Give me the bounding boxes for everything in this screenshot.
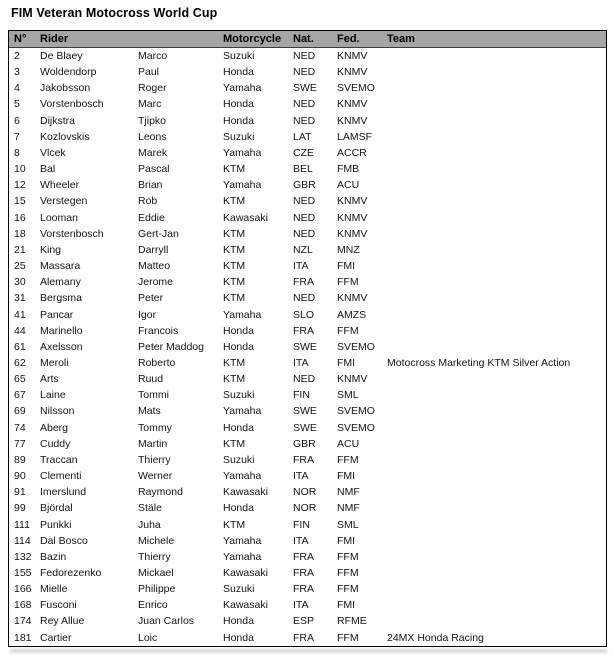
table-row [9,274,606,290]
cell-nat: FIN [293,518,310,531]
cell-first-name: Pascal [138,163,170,176]
table-row [9,355,606,371]
cell-last-name: Bergsma [40,292,83,305]
cell-number: 8 [14,146,20,159]
cell-fed: FFM [337,583,359,596]
table-row [9,387,606,403]
cell-number: 25 [14,260,26,273]
cell-motorcycle: Honda [223,66,254,79]
cell-nat: NOR [293,486,317,499]
cell-nat: ITA [293,260,309,273]
cell-fed: AMZS [337,308,367,321]
cell-number: 89 [14,453,26,466]
cell-fed: KNMV [337,227,368,240]
cell-nat: LAT [293,130,312,143]
table-row [9,517,606,533]
table-row [9,161,606,177]
cell-number: 168 [14,599,32,612]
cell-fed: LAMSF [337,130,373,143]
cell-motorcycle: KTM [223,195,246,208]
cell-number: 44 [14,324,26,337]
cell-number: 10 [14,163,26,176]
cell-last-name: Cartier [40,631,72,644]
cell-number: 15 [14,195,26,208]
cell-first-name: Paul [138,66,160,79]
cell-first-name: Darryll [138,243,169,256]
cell-first-name: Tommi [138,389,169,402]
entry-list-table [8,30,607,647]
cell-last-name: Woldendorp [40,66,97,79]
table-row [9,581,606,597]
cell-fed: FMI [337,599,356,612]
table-row [9,533,606,549]
cell-fed: KNMV [337,66,368,79]
cell-last-name: Vorstenbosch [40,98,104,111]
cell-first-name: Marco [138,50,168,62]
cell-motorcycle: Kawasaki [223,486,268,499]
cell-number: 2 [14,50,20,62]
cell-motorcycle: Yamaha [223,308,262,321]
cell-nat: ITA [293,470,309,483]
cell-number: 174 [14,615,32,628]
cell-nat: ITA [293,534,309,547]
cell-number: 30 [14,276,26,289]
cell-nat: SWE [293,82,317,95]
cell-first-name: Mats [138,405,161,418]
cell-fed: KNMV [337,114,368,127]
cell-nat: FRA [293,567,314,579]
cell-first-name: Marek [138,146,168,159]
cell-first-name: Ruud [138,373,164,386]
cell-first-name: Stäle [138,502,162,515]
cell-nat: NOR [293,502,317,515]
cell-nat: NED [293,98,316,111]
cell-first-name: Mickael [138,567,174,579]
cell-motorcycle: Honda [223,502,254,515]
cell-last-name: Dal Bosco [40,534,88,547]
cell-last-name: De Blaey [40,50,83,62]
cell-last-name: Fedorezenko [40,567,102,579]
col-header-fed: Fed. [337,33,360,45]
cell-number: 181 [14,631,32,644]
cell-number: 77 [14,437,26,450]
cell-fed: FMI [337,260,356,273]
cell-first-name: Juan Carlos [138,615,195,628]
cell-fed: SML [337,518,359,531]
cell-last-name: Kozlovskis [40,130,90,143]
cell-motorcycle: Suzuki [223,50,255,62]
cell-nat: NED [293,66,316,79]
cell-first-name: Eddie [138,211,165,224]
table-row [9,145,606,161]
cell-first-name: Francois [138,324,179,337]
cell-last-name: Looman [40,211,78,224]
cell-motorcycle: Yamaha [223,405,262,418]
cell-last-name: Cuddy [40,437,71,450]
cell-number: 61 [14,340,26,353]
cell-motorcycle: Yamaha [223,534,262,547]
cell-last-name: Fusconi [40,599,77,612]
cell-fed: KNMV [337,195,368,208]
cell-last-name: Marinello [40,324,83,337]
col-header-team: Team [387,33,415,45]
cell-nat: NED [293,373,316,386]
cell-number: 5 [14,98,20,111]
table-row [9,129,606,145]
table-row [9,242,606,258]
cell-fed: FMI [337,470,356,483]
table-row [9,484,606,500]
cell-number: 7 [14,130,20,143]
cell-nat: GBR [293,437,316,450]
cell-first-name: Marc [138,98,162,111]
table-row [9,210,606,226]
cell-fed: KNMV [337,50,368,62]
cell-fed: FMB [337,163,360,176]
cell-fed: SVEMO [337,82,375,95]
cell-last-name: Axelsson [40,340,83,353]
cell-nat: CZE [293,146,314,159]
cell-first-name: Tjipko [138,114,167,127]
cell-number: 6 [14,114,20,127]
cell-first-name: Leons [138,130,167,143]
cell-fed: FFM [337,550,359,563]
table-row [9,307,606,323]
cell-last-name: Imerslund [40,486,87,499]
cell-fed: NMF [337,502,360,515]
cell-last-name: Björdal [40,502,73,515]
cell-first-name: Roger [138,82,167,95]
cell-fed: FFM [337,567,359,579]
cell-fed: KNMV [337,373,368,386]
cell-motorcycle: Honda [223,631,254,644]
cell-first-name: Raymond [138,486,183,499]
cell-number: 62 [14,356,26,369]
cell-nat: NED [293,211,316,224]
table-row [9,436,606,452]
cell-motorcycle: Honda [223,98,254,111]
cell-nat: SWE [293,340,317,353]
cell-motorcycle: KTM [223,276,246,289]
cell-motorcycle: Suzuki [223,583,255,596]
cell-number: 3 [14,66,20,79]
cell-motorcycle: KTM [223,243,246,256]
cell-last-name: Bal [40,163,56,176]
cell-motorcycle: Honda [223,421,254,434]
col-header-nat: Nat. [293,33,314,45]
cell-number: 114 [14,534,31,547]
cell-number: 90 [14,470,26,483]
cell-number: 74 [14,421,26,434]
cell-last-name: Vorstenbosch [40,227,104,240]
cell-motorcycle: Honda [223,114,254,127]
cell-motorcycle: Suzuki [223,389,255,402]
cell-number: 67 [14,389,26,402]
cell-last-name: Alemany [40,276,81,289]
cell-fed: MNZ [337,243,360,256]
cell-nat: GBR [293,179,316,192]
table-row [9,80,606,96]
table-row [9,64,606,80]
table-row [9,323,606,339]
cell-motorcycle: Honda [223,615,254,628]
cell-number: 18 [14,227,26,240]
cell-motorcycle: Yamaha [223,146,262,159]
cell-last-name: Dijkstra [40,114,76,127]
cell-motorcycle: Honda [223,324,254,337]
cell-last-name: Punkki [40,518,72,531]
cell-last-name: Wheeler [40,179,80,192]
cell-last-name: Verstegen [40,195,88,208]
cell-nat: NED [293,292,316,305]
cell-motorcycle: KTM [223,260,246,273]
cell-fed: ACU [337,179,360,192]
cell-fed: SML [337,389,359,402]
table-row [9,48,606,64]
cell-first-name: Peter [138,292,164,305]
cell-first-name: Peter Maddog [138,340,204,353]
cell-motorcycle: KTM [223,356,246,369]
cell-last-name: Vlcek [40,146,66,159]
table-body [9,48,606,646]
cell-first-name: Matteo [138,260,171,273]
page-title: FIM Veteran Motocross World Cup [11,6,218,20]
cell-last-name: Bazin [40,550,67,563]
table-row [9,420,606,436]
cell-number: 155 [14,567,32,579]
cell-number: 111 [14,518,30,531]
table-row [9,193,606,209]
table-row [9,258,606,274]
cell-fed: FFM [337,276,359,289]
cell-nat: FRA [293,324,314,337]
cell-nat: FRA [293,276,314,289]
cell-nat: NED [293,195,316,208]
cell-motorcycle: KTM [223,163,246,176]
table-row [9,613,606,629]
cell-motorcycle: Yamaha [223,82,262,95]
cell-fed: ACU [337,437,360,450]
cell-motorcycle: KTM [223,437,246,450]
cell-team: 24MX Honda Racing [387,631,484,644]
cell-first-name: Rob [138,195,158,208]
table-row [9,113,606,129]
cell-fed: RFME [337,615,367,628]
cell-last-name: Pancar [40,308,74,321]
table-row [9,290,606,306]
cell-first-name: Enrico [138,599,168,612]
cell-number: 16 [14,211,26,224]
cell-nat: NED [293,114,316,127]
cell-nat: NED [293,227,316,240]
cell-number: 65 [14,373,26,386]
cell-first-name: Werner [138,470,173,483]
table-header-row [9,31,606,48]
cell-fed: ACCR [337,146,367,159]
cell-motorcycle: Yamaha [223,179,262,192]
cell-last-name: Meroli [40,356,69,369]
cell-nat: SWE [293,405,317,418]
table-row [9,371,606,387]
cell-last-name: Mielle [40,583,68,596]
cell-number: 21 [14,243,26,256]
cell-number: 12 [14,179,26,192]
cell-fed: SVEMO [337,340,375,353]
cell-last-name: Massara [40,260,81,273]
table-row [9,403,606,419]
cell-first-name: Jerome [138,276,174,289]
table-row [9,549,606,565]
cell-last-name: Clementi [40,470,82,483]
cell-first-name: Tommy [138,421,172,434]
cell-motorcycle: KTM [223,373,246,386]
cell-motorcycle: Yamaha [223,550,262,563]
cell-first-name: Gert-Jan [138,227,179,240]
table-row [9,177,606,193]
cell-first-name: Thierry [138,550,171,563]
cell-number: 31 [14,292,26,305]
cell-motorcycle: KTM [223,227,246,240]
cell-last-name: Laine [40,389,66,402]
cell-first-name: Michele [138,534,175,547]
cell-motorcycle: Kawasaki [223,211,268,224]
cell-motorcycle: KTM [223,518,246,531]
cell-first-name: Brian [138,179,163,192]
cell-number: 4 [14,82,20,95]
cell-fed: FFM [337,453,359,466]
cell-first-name: Igor [138,308,157,321]
cell-nat: FIN [293,389,310,402]
cell-first-name: Thierry [138,453,171,466]
table-row [9,452,606,468]
cell-last-name: Nilsson [40,405,75,418]
table-row [9,597,606,613]
cell-fed: SVEMO [337,421,375,434]
cell-fed: FFM [337,324,359,337]
cell-motorcycle: Suzuki [223,130,255,143]
cell-motorcycle: KTM [223,292,246,305]
cell-nat: ITA [293,599,309,612]
table-row [9,339,606,355]
cell-nat: FRA [293,453,314,466]
cell-number: 166 [14,583,32,596]
cell-fed: FFM [337,631,359,644]
cell-fed: KNMV [337,292,368,305]
cell-nat: ESP [293,615,315,628]
table-row [9,96,606,112]
cell-last-name: Traccan [40,453,78,466]
cell-team: Motocross Marketing KTM Silver Action [387,356,571,369]
cell-nat: FRA [293,631,314,644]
cell-last-name: Arts [40,373,59,386]
cell-nat: FRA [293,583,314,596]
cell-fed: FMI [337,534,356,547]
cell-number: 69 [14,405,26,418]
cell-fed: SVEMO [337,405,375,418]
cell-nat: BEL [293,163,313,176]
cell-first-name: Philippe [138,583,176,596]
cell-nat: NZL [293,243,313,256]
cell-fed: KNMV [337,98,368,111]
cell-motorcycle: Suzuki [223,453,255,466]
cell-number: 99 [14,502,26,515]
cell-fed: FMI [337,356,356,369]
cell-last-name: King [40,243,62,256]
cell-fed: NMF [337,486,360,499]
cell-number: 132 [14,550,32,563]
cell-nat: SLO [293,308,315,321]
cell-first-name: Roberto [138,356,176,369]
cell-nat: ITA [293,356,309,369]
cell-fed: KNMV [337,211,368,224]
cell-last-name: Jakobsson [40,82,91,95]
table-row [9,565,606,581]
table-row [9,226,606,242]
cell-first-name: Juha [138,518,161,531]
cell-number: 41 [14,308,26,321]
cell-number: 91 [14,486,26,499]
cell-first-name: Martin [138,437,168,450]
table-row [9,630,606,646]
col-header-motorcycle: Motorcycle [223,33,282,45]
cell-last-name: Aberg [40,421,69,434]
cell-motorcycle: Honda [223,340,254,353]
cell-nat: SWE [293,421,317,434]
cell-nat: FRA [293,550,314,563]
cell-last-name: Rey Allue [40,615,85,628]
cell-motorcycle: Kawasaki [223,567,268,579]
table-row [9,468,606,484]
cell-first-name: Loic [138,631,158,644]
table-row [9,500,606,516]
cell-motorcycle: Yamaha [223,470,262,483]
cell-nat: NED [293,50,316,62]
table-bottom-shadow [10,649,607,653]
col-header-number: N° [14,33,27,45]
col-header-rider: Rider [40,33,69,45]
cell-motorcycle: Kawasaki [223,599,268,612]
